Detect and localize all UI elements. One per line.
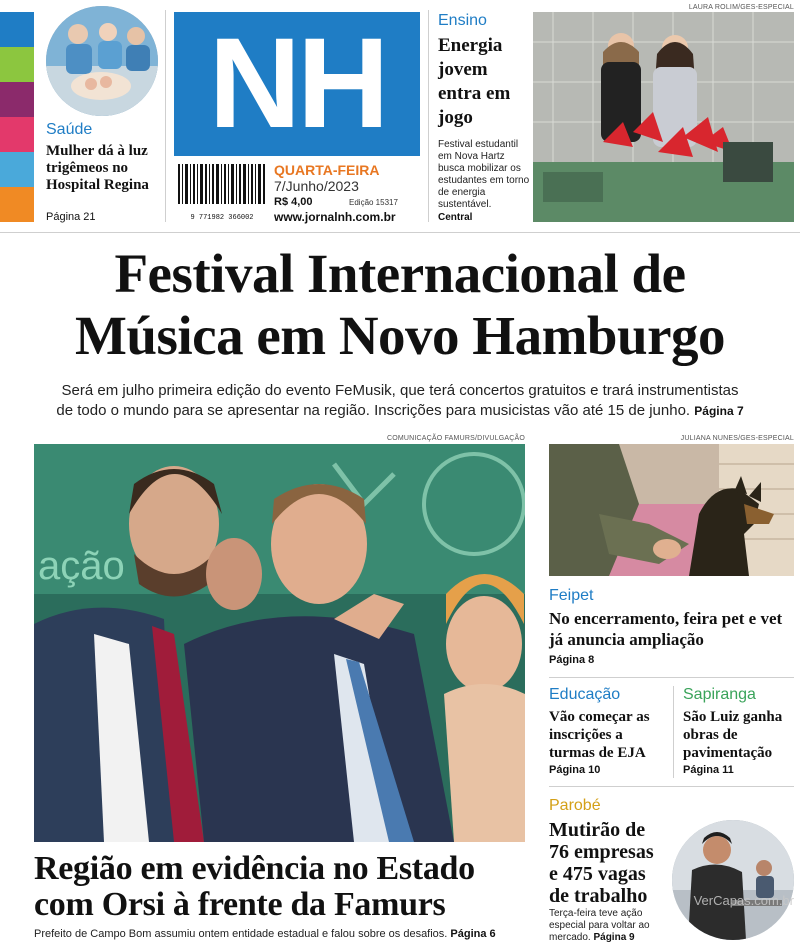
page-ref-ensino: Central: [438, 212, 473, 223]
educacao-headline[interactable]: Vão começar as inscrições a turmas de EJA: [549, 709, 650, 761]
photo-credit: LAURA ROLIM/GES-ESPECIAL: [688, 4, 794, 11]
logo[interactable]: [174, 12, 420, 156]
section-label-ensino: Ensino: [438, 12, 487, 29]
price: R$ 4,00: [274, 196, 313, 208]
parobe-body-text: Terça-feira teve ação especial para voltar ao mercado.: [549, 908, 650, 943]
photo-credit: COMUNICAÇÃO FAMURS/DIVULGAÇÃO: [386, 435, 525, 442]
date: 7/Junho/2023: [274, 178, 359, 194]
parobe-headline-line1[interactable]: Mutirão de: [549, 819, 646, 841]
section-label-feipet: Feipet: [549, 587, 594, 604]
hospital-photo[interactable]: [46, 6, 158, 116]
section-label-educacao: Educação: [549, 686, 621, 703]
photo-credit: JULIANA NUNES/GES-ESPECIAL: [680, 435, 794, 442]
sapiranga-headline[interactable]: São Luiz ganha obras de pavimentação: [683, 709, 783, 761]
divider: [165, 10, 166, 222]
main-headline-line1[interactable]: Festival Internacional de: [114, 243, 686, 304]
edition: Edição 15317: [349, 198, 398, 207]
parobe-body: [549, 908, 677, 944]
section-label-parobe: Parobé: [549, 797, 601, 814]
barcode: [178, 164, 266, 222]
students-photo[interactable]: [533, 12, 794, 222]
website[interactable]: www.jornalnh.com.br: [274, 210, 396, 224]
parobe-headline-line4[interactable]: de trabalho: [549, 885, 648, 907]
photo-background-text: ação: [38, 544, 125, 588]
divider: [0, 232, 800, 233]
main-headline-line2[interactable]: Música em Novo Hamburgo: [75, 305, 725, 366]
divider: [549, 677, 794, 678]
watermark: VerCapas.com.br: [693, 893, 794, 908]
teaser-body-ensino: Festival estudantil em Nova Hartz busca mobilizar os estudantes em torno de energia sustentável.: [438, 139, 530, 210]
page-ref-sapiranga: Página 11: [683, 764, 734, 776]
divider: [428, 10, 429, 222]
feipet-photo[interactable]: [549, 444, 794, 576]
page-ref-feipet: Página 8: [549, 654, 595, 666]
divider: [549, 786, 794, 787]
teaser-headline-ensino[interactable]: Energia jovem entra em jogo: [438, 35, 511, 128]
page-ref-photo-story: Página 6: [450, 928, 496, 940]
parobe-headline-line3[interactable]: e 475 vagas: [549, 863, 646, 885]
stripe-segment: [0, 12, 34, 47]
divider: [673, 686, 674, 778]
weekday: QUARTA-FEIRA: [274, 162, 380, 178]
photo-story-deck-text: Prefeito de Campo Bom assumiu ontem entidade estadual e falou sobre os desafios.: [34, 928, 448, 940]
page-ref-main: Página 7: [694, 404, 744, 418]
page-ref-saude: Página 21: [46, 211, 96, 223]
main-deck-line1: Será em julho primeira edição do evento FeMusik, que terá concertos gratuitos e trará instrumentistas: [61, 382, 739, 399]
photo-story-headline-line1[interactable]: Região em evidência no Estado: [34, 850, 475, 887]
feipet-headline[interactable]: No encerramento, feira pet e vet já anuncia ampliação: [549, 609, 783, 649]
page-ref-educacao: Página 10: [549, 764, 601, 776]
famurs-photo[interactable]: [34, 444, 525, 842]
barcode-graphic: [178, 164, 266, 210]
section-label-sapiranga: Sapiranga: [683, 686, 756, 703]
photo-story-headline-line2[interactable]: com Orsi à frente da Famurs: [34, 886, 446, 923]
photo-story-deck: [34, 928, 534, 940]
stripe-segment: [0, 47, 34, 82]
teaser-headline-saude[interactable]: Mulher dá à luz trigêmeos no Hospital Regina: [46, 143, 149, 193]
section-label-saude: Saúde: [46, 121, 93, 138]
logo-text: NH: [208, 12, 386, 155]
main-deck-text: de todo o mundo para se apresentar na região. Inscrições para musicistas vão até 15 de junho.: [56, 402, 691, 419]
stripe-segment: [0, 187, 34, 222]
stripe-segment: [0, 82, 34, 117]
barcode-number: 9 771982 366002: [190, 214, 254, 222]
parobe-headline-line2[interactable]: 76 empresas: [549, 841, 654, 863]
stripe-segment: [0, 117, 34, 152]
color-stripe: [0, 12, 34, 222]
page-ref-parobe: Página 9: [593, 932, 635, 943]
stripe-segment: [0, 152, 34, 187]
job-fair-photo[interactable]: [672, 820, 794, 940]
main-deck-line2: [0, 402, 800, 419]
